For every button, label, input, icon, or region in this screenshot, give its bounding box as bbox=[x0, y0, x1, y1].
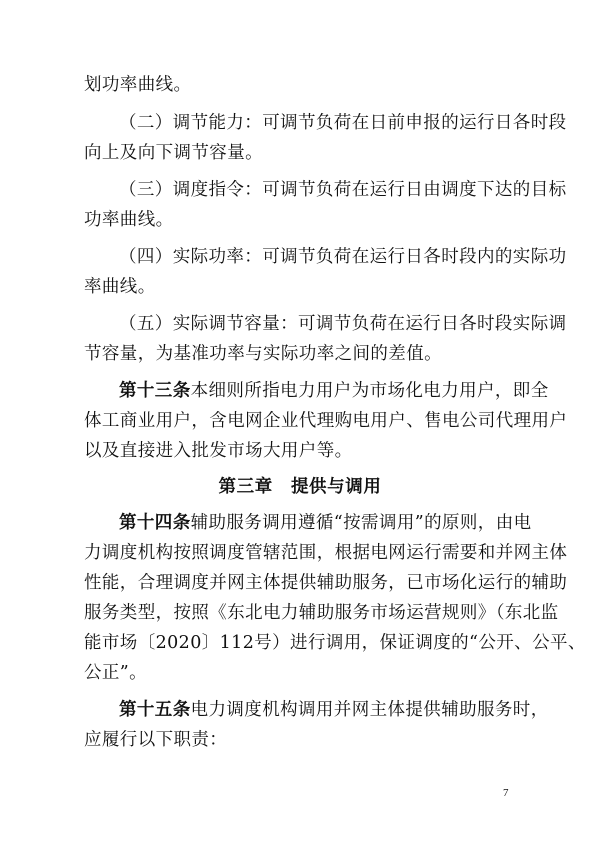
text-line: 力调度机构按照调度管辖范围，根据电网运行需要和并网主体 bbox=[84, 543, 568, 563]
text-line: 体工商业用户，含电网企业代理购电用户、售电公司代理用户 bbox=[84, 411, 568, 431]
text-line: （二）调节能力：可调节负荷在日前申报的运行日各时段 bbox=[119, 113, 567, 133]
text-span: 辅助服务调用遵循“按需调用”的原则，由电 bbox=[190, 513, 532, 533]
text-span: 本细则所指电力用户为市场化电力用户，即全 bbox=[190, 381, 549, 401]
text-span: 电力调度机构调用并网主体提供辅助服务时， bbox=[190, 700, 549, 720]
text-line: （五）实际调节容量：可调节负荷在运行日各时段实际调 bbox=[119, 314, 567, 334]
text-line: 性能，合理调度并网主体提供辅助服务，已市场化运行的辅助 bbox=[84, 573, 568, 593]
text-line: 功率曲线。 bbox=[84, 210, 174, 230]
text-line: 节容量，为基准功率与实际功率之间的差值。 bbox=[84, 344, 442, 364]
article-13-paragraph bbox=[119, 380, 559, 402]
text-line: 以及直接进入批发市场大用户等。 bbox=[84, 441, 353, 461]
text-line: 应履行以下职责： bbox=[84, 730, 228, 750]
text-line: （四）实际功率：可调节负荷在运行日各时段内的实际功 bbox=[119, 247, 567, 267]
article-label: 第十五条 bbox=[119, 700, 191, 720]
text-line: 率曲线。 bbox=[84, 277, 156, 297]
page-number: 7 bbox=[503, 787, 509, 799]
article-label: 第十三条 bbox=[119, 381, 191, 401]
text-line: 向上及向下调节容量。 bbox=[84, 143, 263, 163]
text-line: 服务类型，按照《东北电力辅助服务市场运营规则》（东北监 bbox=[84, 603, 559, 623]
article-label: 第十四条 bbox=[119, 513, 191, 533]
text-line: 能市场〔2020〕112号）进行调用，保证调度的“公开、公平、 bbox=[84, 633, 586, 653]
text-line: （三）调度指令：可调节负荷在运行日由调度下达的目标 bbox=[119, 180, 567, 200]
text-line: 划功率曲线。 bbox=[84, 75, 192, 95]
article-15-paragraph bbox=[119, 699, 559, 721]
text-line: 公正”。 bbox=[84, 663, 148, 683]
article-14-paragraph bbox=[119, 512, 559, 534]
chapter-heading: 第三章 提供与调用 bbox=[218, 477, 382, 497]
